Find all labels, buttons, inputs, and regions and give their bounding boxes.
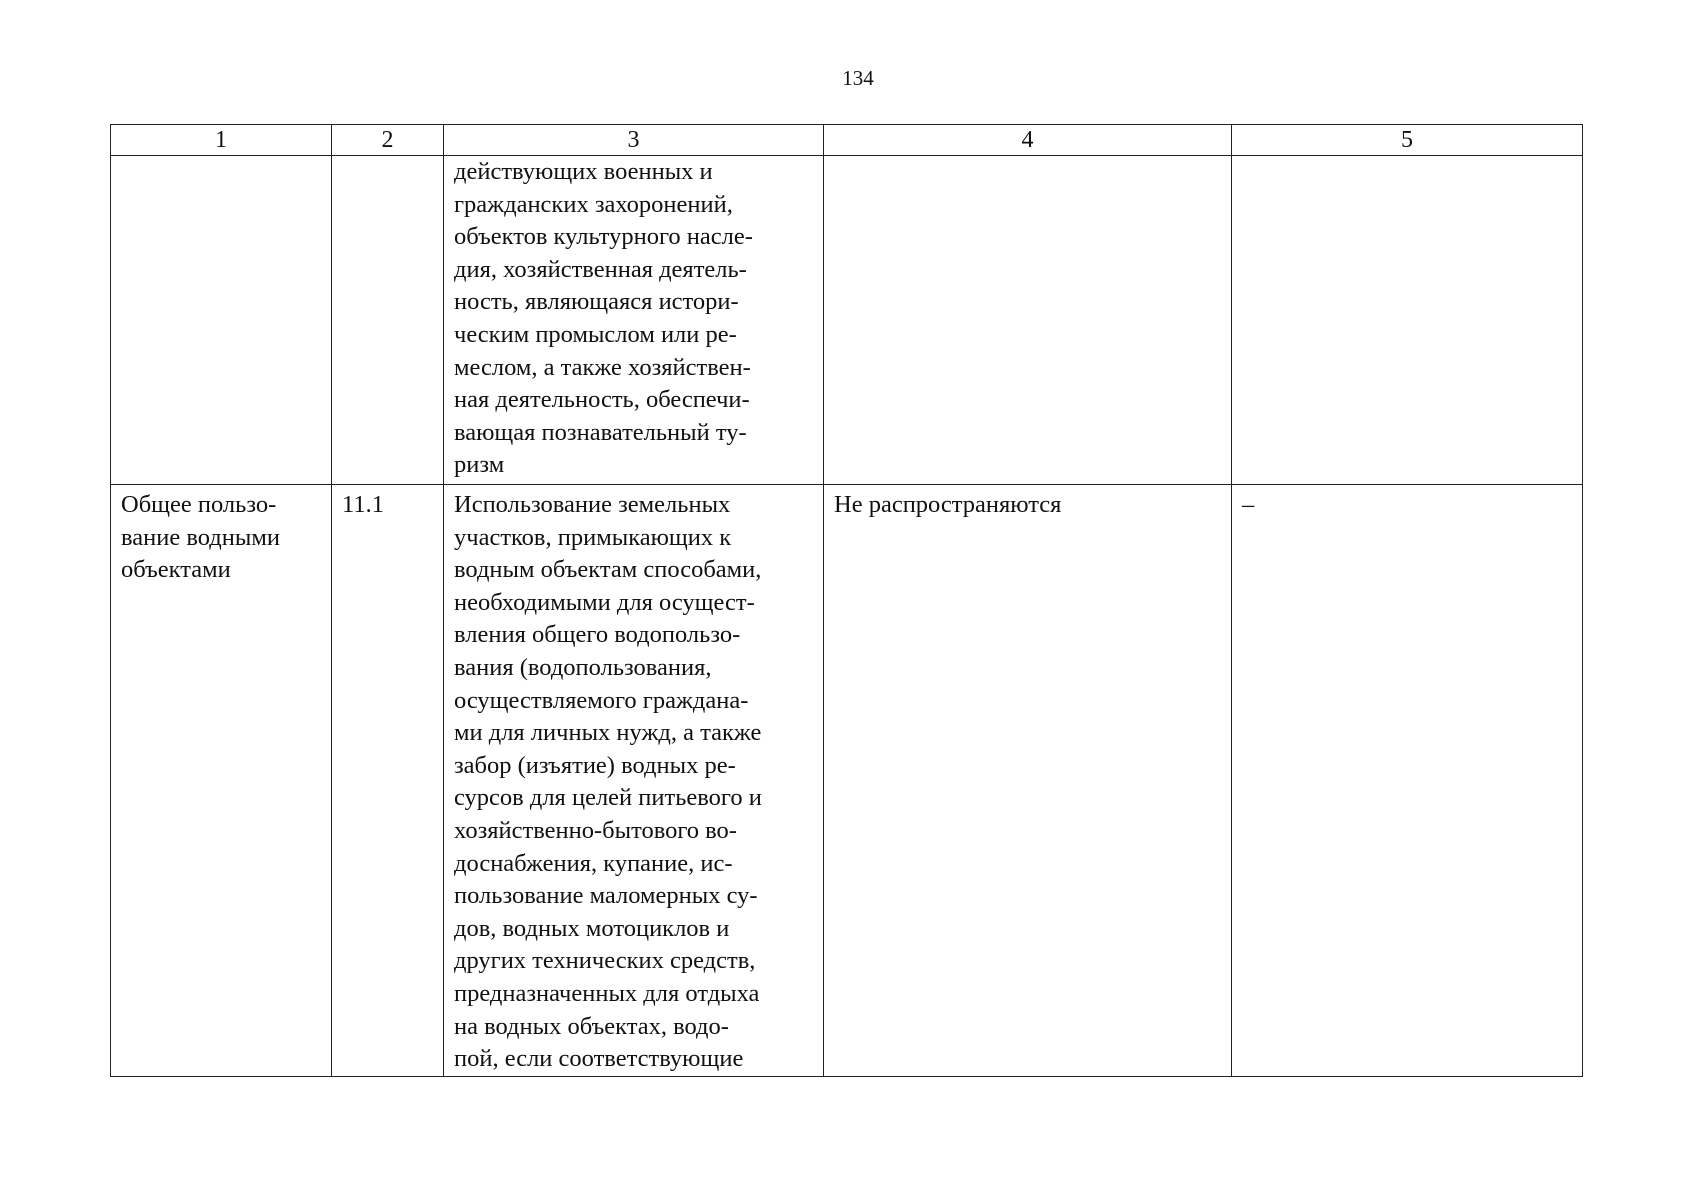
use-name-cell: Общее пользо- вание водными объектами [111,485,332,1077]
restrictions-cell: Не распространяются [824,485,1232,1077]
table-row [111,485,1583,1077]
table-row [111,156,1583,485]
use-description-cell: действующих военных и гражданских захоронений, объектов культурного насле- дия, хозяйственная деятель- ность, являющаяся истори- ческим промыслом или ре- меслом, а также хозяйствен- ная деятельность, обеспечи- вающая познавательный ту- ризм [444,156,824,485]
column-header-4: 4 [824,125,1232,156]
restrictions-cell [824,156,1232,485]
page-number: 134 [842,66,874,90]
table-header-row [111,125,1583,156]
land-use-table [110,124,1583,1077]
column-header-5: 5 [1232,125,1583,156]
use-name-cell [111,156,332,485]
use-code-cell: 11.1 [332,485,444,1077]
use-code-cell [332,156,444,485]
notes-cell [1232,156,1583,485]
column-header-1: 1 [111,125,332,156]
column-header-2: 2 [332,125,444,156]
column-header-3: 3 [444,125,824,156]
notes-cell: – [1232,485,1583,1077]
use-description-cell: Использование земельных участков, примыкающих к водным объектам способами, необходимыми для осущест- вления общего водопользо- вания (водопользования, осуществляемого граждана- ми для личных нужд, а также забор (изъятие) водных ре- сурсов для целей питьевого и хозяйственно-бытового во- доснабжения, купание, ис- пользование маломерных су- дов, водных мотоциклов и других технических средств, предназначенных для отдыха на водных объектах, водо- пой, если соответствующие [444,485,824,1077]
